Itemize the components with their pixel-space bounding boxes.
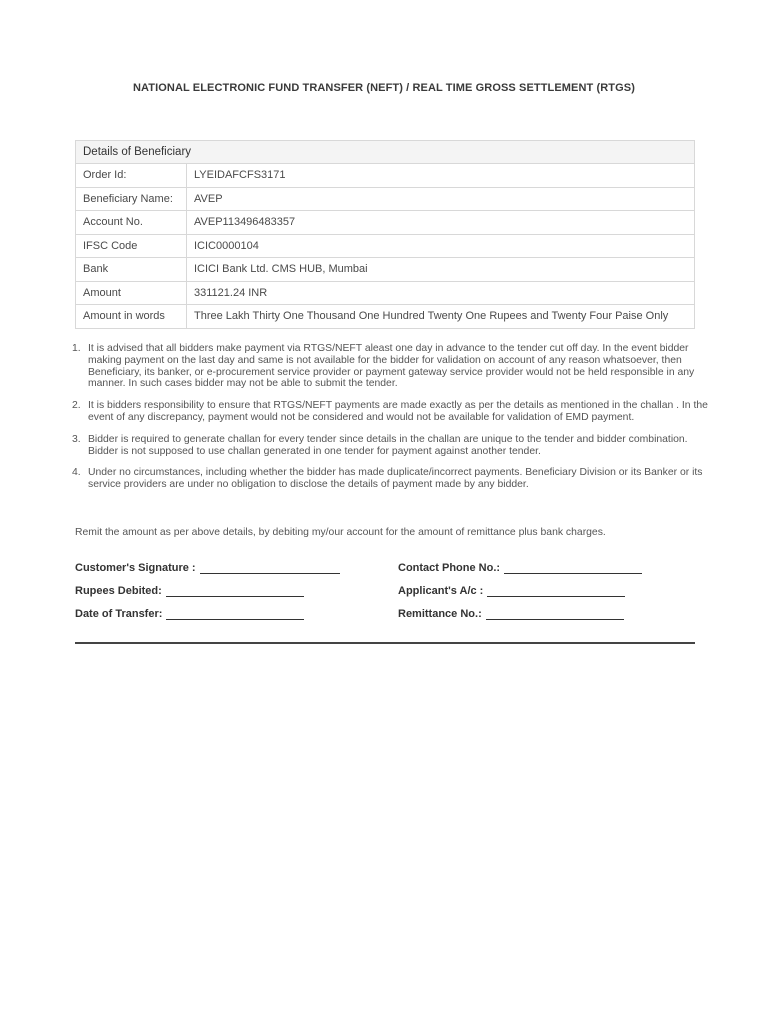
remit-instruction: Remit the amount as per above details, by debiting my/our account for the amount of remittance plus bank charges. <box>75 527 606 538</box>
contact-phone-field <box>398 562 695 574</box>
amount-value: 331121.24 INR <box>187 281 695 305</box>
rupees-debited-line <box>166 586 304 597</box>
bank-value: ICICI Bank Ltd. CMS HUB, Mumbai <box>187 258 695 282</box>
beneficiary-name-value: AVEP <box>187 187 695 211</box>
beneficiary-table <box>75 140 695 329</box>
account-no-value: AVEP113496483357 <box>187 211 695 235</box>
instruction-number: 2. <box>72 400 81 412</box>
table-row <box>76 234 695 258</box>
beneficiary-table-heading: Details of Beneficiary <box>76 141 695 164</box>
instruction-number: 1. <box>72 343 81 354</box>
remittance-no-line <box>486 609 624 620</box>
page-title: NATIONAL ELECTRONIC FUND TRANSFER (NEFT) / REAL TIME GROSS SETTLEMENT (RTGS) <box>133 82 635 94</box>
instruction-item <box>72 400 716 424</box>
instruction-number: 4. <box>72 467 81 479</box>
customer-signature-field <box>75 562 398 574</box>
customer-signature-line <box>200 563 340 574</box>
rupees-debited-field <box>75 585 398 597</box>
date-of-transfer-label: Date of Transfer: <box>75 607 163 620</box>
order-id-value: LYEIDAFCFS3171 <box>187 164 695 188</box>
instruction-text: Under no circumstances, including whether the bidder has made duplicate/incorrect payments. Beneficiary Division or its Banker or its service providers are under no obligation to disclose the details of payment made by any bidder. <box>88 467 703 491</box>
table-row <box>76 187 695 211</box>
contact-phone-line <box>504 563 642 574</box>
instruction-item <box>72 433 716 458</box>
table-row <box>76 211 695 235</box>
table-row <box>76 305 695 329</box>
instruction-number: 3. <box>72 433 81 445</box>
date-of-transfer-line <box>166 609 304 620</box>
instruction-text: Bidder is required to generate challan for every tender since details in the challan are unique to the tender and bidder combination. Bidder is not supposed to use challan generated in one tender for payment against another tender. <box>88 433 688 457</box>
ifsc-code-value: ICIC0000104 <box>187 234 695 258</box>
signature-row <box>75 556 695 579</box>
table-row <box>76 164 695 188</box>
bottom-divider <box>75 642 695 644</box>
instruction-item <box>72 467 716 491</box>
instructions-list <box>70 343 716 501</box>
applicant-ac-label: Applicant's A/c : <box>398 584 484 597</box>
beneficiary-table-header-row <box>76 141 695 164</box>
applicant-ac-line <box>487 586 625 597</box>
table-row <box>76 258 695 282</box>
contact-phone-label: Contact Phone No.: <box>398 561 501 574</box>
account-no-label: Account No. <box>76 211 187 235</box>
amount-in-words-label: Amount in words <box>76 305 187 329</box>
table-row <box>76 281 695 305</box>
order-id-label: Order Id: <box>76 164 187 188</box>
remittance-no-field <box>398 608 695 620</box>
signature-row <box>75 602 695 625</box>
remittance-no-label: Remittance No.: <box>398 607 482 620</box>
amount-label: Amount <box>76 281 187 305</box>
date-of-transfer-field <box>75 608 398 620</box>
beneficiary-name-label: Beneficiary Name: <box>76 187 187 211</box>
amount-in-words-value: Three Lakh Thirty One Thousand One Hundred Twenty One Rupees and Twenty Four Paise Only <box>187 305 695 329</box>
instruction-item <box>72 343 716 390</box>
signature-section <box>75 556 695 625</box>
applicant-ac-field <box>398 585 695 597</box>
signature-row <box>75 579 695 602</box>
rupees-debited-label: Rupees Debited: <box>75 584 162 597</box>
ifsc-code-label: IFSC Code <box>76 234 187 258</box>
customer-signature-label: Customer's Signature : <box>75 561 196 574</box>
instruction-text: It is bidders responsibility to ensure that RTGS/NEFT payments are made exactly as per the details as mentioned in the challan . In the event of any discrepancy, payment would not be considered and would not be available for validation of EMD payment. <box>88 400 708 423</box>
bank-label: Bank <box>76 258 187 282</box>
instruction-text: It is advised that all bidders make payment via RTGS/NEFT aleast one day in advance to the tender cut off day. In the event bidder making payment on the last day and same is not available for the bidder for validation on account of any reason whatsoever, then Beneficiary, its banker, or e-procurement service provider or payment gateway service provider would not be held responsible in any manner. In such cases bidder may not be able to submit the tender. <box>88 343 695 390</box>
